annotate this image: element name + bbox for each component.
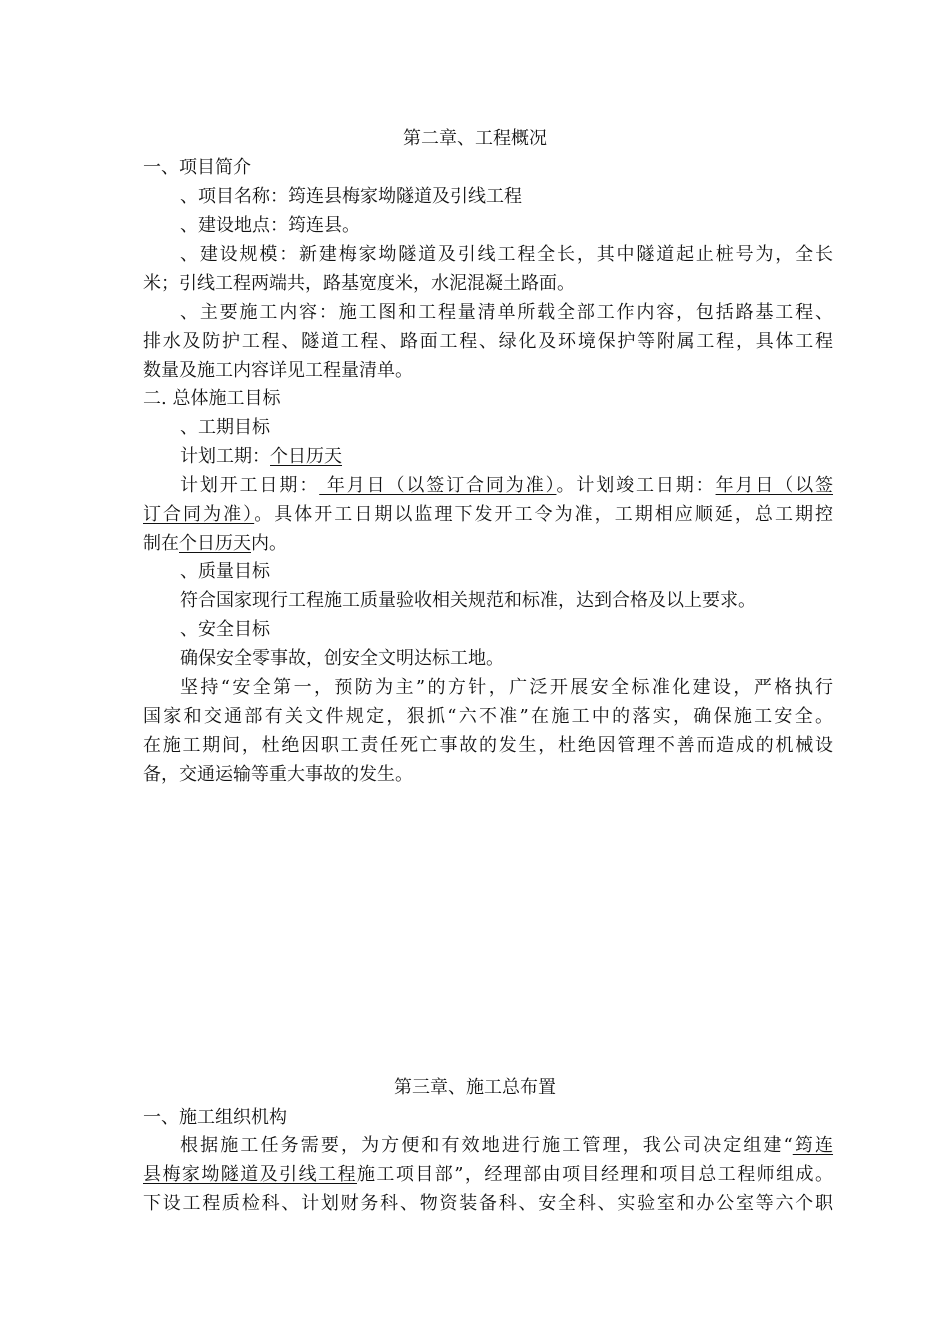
organization-line-1-text: 根据施工任务需要，为方便和有效地进行施工管理，我公司决定组建“ xyxy=(180,1135,793,1156)
organization-line-2 xyxy=(143,1163,833,1187)
scale-line-1: 、建设规模：新建梅家坳隧道及引线工程全长，其中隧道起止桩号为，全长 xyxy=(180,244,833,265)
chapter-3-title: 第三章、施工总布置 xyxy=(394,1077,556,1098)
organization-line-1 xyxy=(180,1134,833,1158)
end-date-value-part1: 年月日（以签 xyxy=(715,475,833,496)
start-date-label: 计划开工日期： xyxy=(180,475,320,496)
content-line-3: 数量及施工内容详见工程量清单。 xyxy=(143,360,413,381)
content-line-2: 排水及防护工程、隧道工程、路面工程、绿化及环境保护等附属工程，具体工程 xyxy=(143,331,833,352)
project-name-underlined-part1: 筠连 xyxy=(792,1135,834,1156)
safety-paragraph-line-1: 坚持“安全第一，预防为主”的方针，广泛开展安全标准化建设，严格执行 xyxy=(180,677,833,698)
organization-line-3: 下设工程质检科、计划财务科、物资装备科、安全科、实验室和办公室等六个职 xyxy=(143,1193,833,1214)
start-note-text: 。具体开工日期以监理下发开工令为准，工期相应顺延，总工期控 xyxy=(254,504,834,525)
quality-goal-text: 符合国家现行工程施工质量验收相关规范和标准，达到合格及以上要求。 xyxy=(180,590,756,611)
safety-paragraph-line-2: 国家和交通部有关文件规定，狠抓“六不准”在施工中的落实，确保施工安全。 xyxy=(143,706,833,727)
safety-paragraph-line-4: 备，交通运输等重大事故的发生。 xyxy=(143,764,413,785)
quality-goal-heading: 、质量目标 xyxy=(180,561,270,582)
project-name-line: 、项目名称：筠连县梅家坳隧道及引线工程 xyxy=(180,186,522,207)
content-line-1: 、主要施工内容：施工图和工程量清单所载全部工作内容，包括路基工程、 xyxy=(180,302,833,323)
organization-line-2-text: 施工项目部”，经理部由项目经理和项目总工程师组成。 xyxy=(356,1164,834,1185)
period-control-prefix: 制在 xyxy=(143,533,179,554)
end-date-line xyxy=(143,503,833,527)
start-date-value: 年月日（以签订合同为准） xyxy=(319,475,557,496)
project-name-underlined-part2: 县梅家坳隧道及引线工程 xyxy=(143,1164,357,1185)
safety-goal-text: 确保安全零事故，创安全文明达标工地。 xyxy=(180,648,504,669)
construction-site-line: 、建设地点：筠连县。 xyxy=(180,215,360,236)
period-goal-heading: 、工期目标 xyxy=(180,417,270,438)
planned-period-label: 计划工期： xyxy=(180,446,270,467)
safety-paragraph-line-3: 在施工期间，杜绝因职工责任死亡事故的发生，杜绝因管理不善而造成的机械设 xyxy=(143,735,833,756)
chapter-2-title: 第二章、工程概况 xyxy=(403,128,547,149)
section-heading-organization: 一、施工组织机构 xyxy=(143,1107,287,1128)
period-control-line xyxy=(143,532,833,556)
period-control-suffix: 内。 xyxy=(251,533,287,554)
scale-line-2: 米；引线工程两端共，路基宽度米，水泥混凝土路面。 xyxy=(143,273,575,294)
end-date-label: 。计划竣工日期： xyxy=(556,475,716,496)
planned-period-line xyxy=(180,445,833,469)
safety-goal-heading: 、安全目标 xyxy=(180,619,270,640)
end-date-value-part2: 订合同为准） xyxy=(143,504,255,525)
section-heading-project-intro: 一、项目简介 xyxy=(143,157,251,178)
start-date-line xyxy=(180,474,833,498)
section-heading-overall-goals: 二. 总体施工目标 xyxy=(143,388,281,409)
period-control-value: 个日历天 xyxy=(179,533,251,554)
planned-period-value: 个日历天 xyxy=(270,446,342,467)
